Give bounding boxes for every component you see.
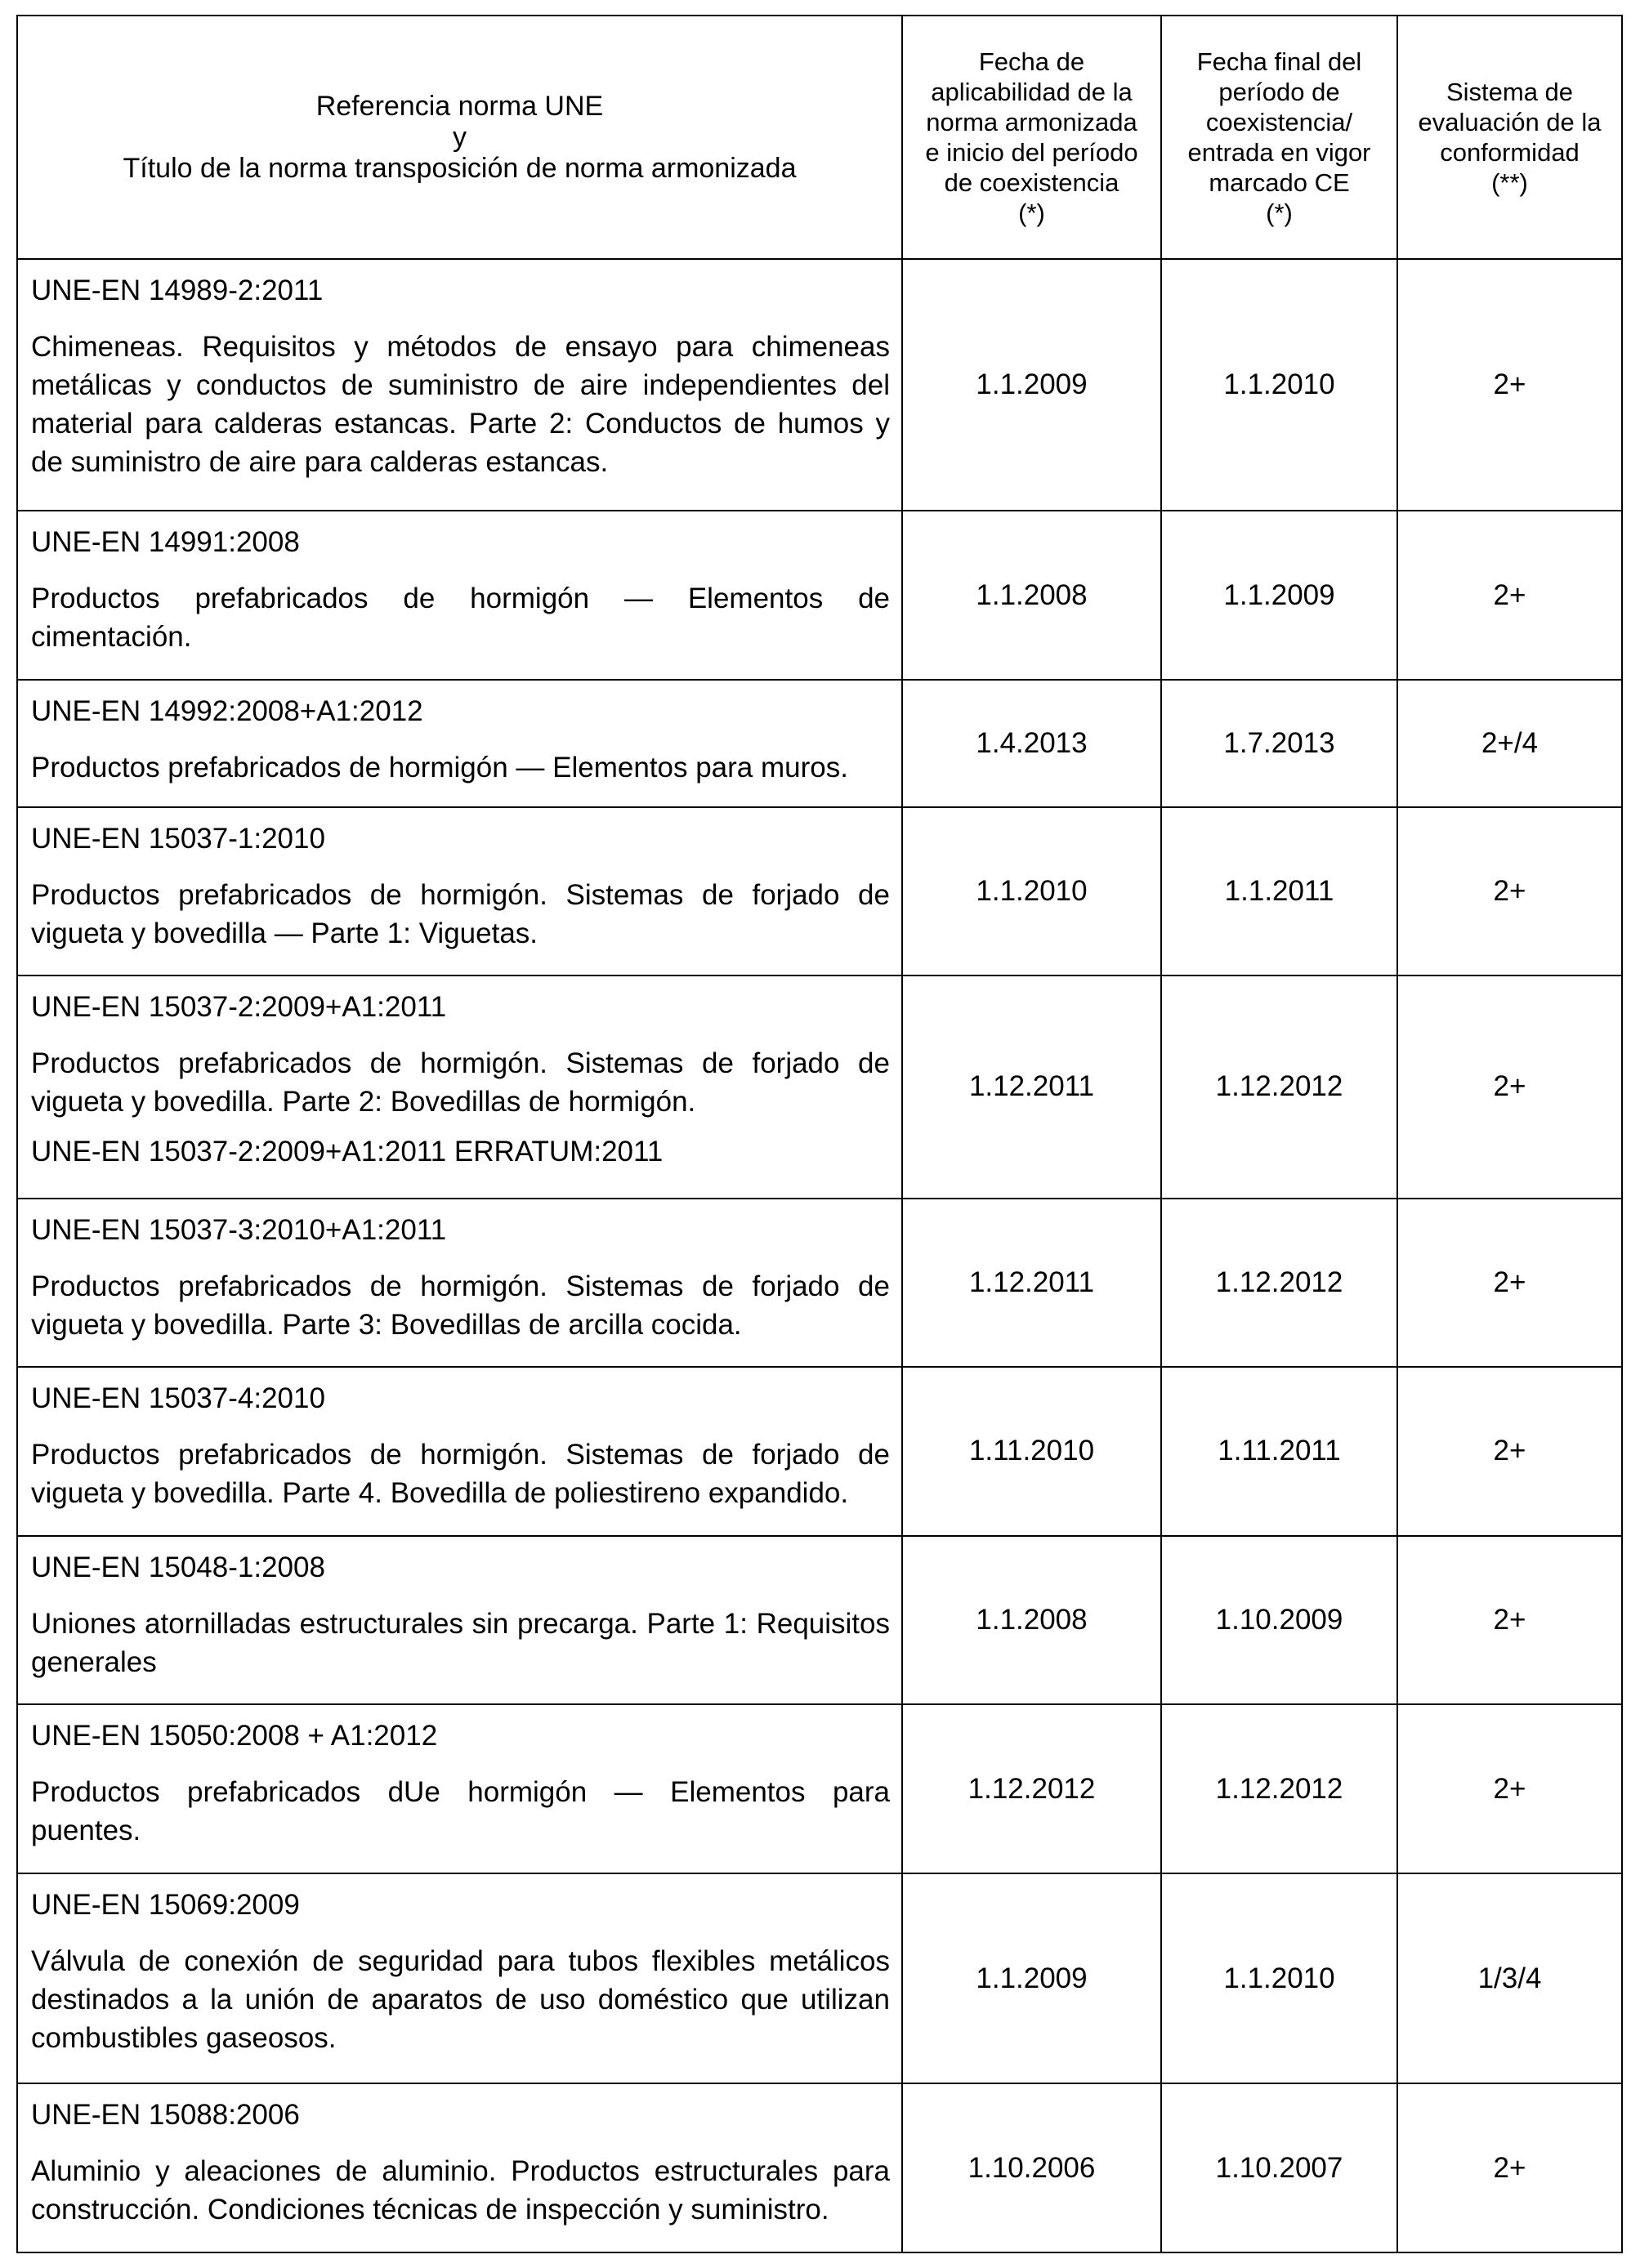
norm-title: Chimeneas. Requisitos y métodos de ensayo para chimeneas metálicas y conductos de suministro de aire independientes del material para calderas estancas. Parte 2: Conductos de humos y de suministro de aire para calderas estancas. [31, 331, 890, 478]
header-line: de coexistencia [944, 168, 1119, 197]
fecha-final-cell: 1.10.2007 [1161, 2083, 1397, 2252]
norm-code: UNE-EN 15069:2009 [31, 1888, 300, 1921]
header-line: período de [1218, 78, 1340, 106]
table-row [17, 807, 1622, 976]
norm-title: Aluminio y aleaciones de aluminio. Productos estructurales para construcción. Condiciones técnicas de inspección y suministro. [31, 2155, 890, 2226]
norm-reference-cell [17, 511, 902, 680]
fecha-final-cell: 1.7.2013 [1161, 680, 1397, 807]
fecha-aplicabilidad-cell: 1.12.2012 [902, 1704, 1161, 1873]
norm-title: Productos prefabricados dUe hormigón — Elementos para puentes. [31, 1776, 890, 1847]
norm-code: UNE-EN 14991:2008 [31, 526, 300, 559]
sistema-evaluacion-cell: 2+ [1397, 976, 1622, 1199]
table-row [17, 680, 1622, 807]
norm-reference-cell [17, 807, 902, 976]
sistema-evaluacion-cell: 2+ [1397, 1367, 1622, 1536]
table-row [17, 1199, 1622, 1368]
fecha-aplicabilidad-cell: 1.11.2010 [902, 1367, 1161, 1536]
header-reference [17, 16, 902, 259]
table-row [17, 511, 1622, 680]
header-line: Fecha final del [1196, 47, 1362, 76]
norm-code: UNE-EN 15050:2008 + A1:2012 [31, 1720, 438, 1752]
sistema-evaluacion-cell: 2+ [1397, 1199, 1622, 1368]
fecha-aplicabilidad-cell: 1.1.2010 [902, 807, 1161, 976]
table-row [17, 1536, 1622, 1705]
table-row [17, 259, 1622, 511]
norm-code: UNE-EN 15037-3:2010+A1:2011 [31, 1213, 447, 1246]
norm-title: Productos prefabricados de hormigón. Sistemas de forjado de vigueta y bovedilla. Parte 2: Bovedillas de hormigón. [31, 1047, 890, 1118]
fecha-final-cell: 1.1.2010 [1161, 1873, 1397, 2083]
norm-code: UNE-EN 15037-4:2010 [31, 1382, 325, 1415]
fecha-aplicabilidad-cell: 1.12.2011 [902, 976, 1161, 1199]
norm-title: Uniones atornilladas estructurales sin precarga. Parte 1: Requisitos generales [31, 1607, 890, 1678]
norm-code: UNE-EN 15048-1:2008 [31, 1551, 325, 1583]
fecha-aplicabilidad-cell: 1.12.2011 [902, 1199, 1161, 1368]
table-row [17, 976, 1622, 1199]
norm-reference-cell [17, 2083, 902, 2252]
norm-code: UNE-EN 15037-1:2010 [31, 822, 325, 855]
sistema-evaluacion-cell: 2+ [1397, 511, 1622, 680]
table-row [17, 1704, 1622, 1873]
fecha-final-cell: 1.12.2012 [1161, 976, 1397, 1199]
norm-title: Productos prefabricados de hormigón. Sistemas de forjado de vigueta y bovedilla — Parte 1: Viguetas. [31, 878, 890, 949]
fecha-final-cell: 1.12.2012 [1161, 1199, 1397, 1368]
norm-reference-cell [17, 259, 902, 511]
header-line: coexistencia/ [1205, 108, 1353, 136]
header-line: conformidad [1440, 138, 1580, 167]
fecha-final-cell: 1.10.2009 [1161, 1536, 1397, 1705]
header-sistema-evaluacion [1397, 16, 1622, 259]
sistema-evaluacion-cell: 2+ [1397, 1704, 1622, 1873]
fecha-aplicabilidad-cell: 1.10.2006 [902, 2083, 1161, 2252]
norm-reference-cell [17, 976, 902, 1199]
sistema-evaluacion-cell: 2+ [1397, 2083, 1622, 2252]
fecha-final-cell: 1.1.2010 [1161, 259, 1397, 511]
fecha-aplicabilidad-cell: 1.1.2009 [902, 1873, 1161, 2083]
fecha-final-cell: 1.11.2011 [1161, 1367, 1397, 1536]
norm-title: Productos prefabricados de hormigón. Sistemas de forjado de vigueta y bovedilla. Parte 4. Bovedilla de poliestireno expandido. [31, 1439, 890, 1510]
norm-code: UNE-EN 15088:2006 [31, 2099, 300, 2132]
sistema-evaluacion-cell: 2+ [1397, 807, 1622, 976]
norm-reference-cell [17, 1199, 902, 1368]
header-line: entrada en vigor [1187, 138, 1371, 167]
norm-title: Válvula de conexión de seguridad para tubos flexibles metálicos destinados a la unión de aparatos de uso doméstico que utilizan combustibles gaseosos. [31, 1944, 890, 2054]
norm-reference-cell [17, 1704, 902, 1873]
header-reference-line: Título de la norma transposición de norma armonizada [123, 153, 797, 184]
header-fecha-aplicabilidad [902, 16, 1161, 259]
norm-code: UNE-EN 14992:2008+A1:2012 [31, 694, 423, 727]
fecha-final-cell: 1.12.2012 [1161, 1704, 1397, 1873]
header-reference-line: Referencia norma UNE [315, 91, 604, 122]
fecha-final-cell: 1.1.2011 [1161, 807, 1397, 976]
header-line: evaluación de la [1418, 108, 1602, 136]
header-line: norma armonizada [926, 108, 1137, 136]
header-row [17, 16, 1622, 259]
norm-reference-cell [17, 1536, 902, 1705]
norm-code: UNE-EN 15037-2:2009+A1:2011 [31, 991, 447, 1024]
norm-reference-cell [17, 680, 902, 807]
header-line: marcado CE [1209, 168, 1350, 197]
header-line: aplicabilidad de la [931, 78, 1133, 106]
norm-reference-cell [17, 1367, 902, 1536]
fecha-aplicabilidad-cell: 1.4.2013 [902, 680, 1161, 807]
table-row [17, 2083, 1622, 2252]
header-reference-line: y [453, 122, 467, 153]
header-line: (*) [1018, 199, 1045, 227]
table-body [17, 259, 1622, 2252]
header-line: Sistema de [1446, 78, 1574, 106]
norms-table [16, 15, 1623, 2253]
norm-code: UNE-EN 14989-2:2011 [31, 275, 324, 306]
table-row [17, 1367, 1622, 1536]
sistema-evaluacion-cell: 2+/4 [1397, 680, 1622, 807]
sistema-evaluacion-cell: 2+ [1397, 1536, 1622, 1705]
header-line: Fecha de [978, 47, 1085, 76]
fecha-aplicabilidad-cell: 1.1.2008 [902, 1536, 1161, 1705]
norm-title: Productos prefabricados de hormigón — Elementos para muros. [31, 751, 848, 784]
header-line: e inicio del período [925, 138, 1138, 167]
norm-reference-cell [17, 1873, 902, 2083]
table-row [17, 1873, 1622, 2083]
fecha-final-cell: 1.1.2009 [1161, 511, 1397, 680]
sistema-evaluacion-cell: 1/3/4 [1397, 1873, 1622, 2083]
fecha-aplicabilidad-cell: 1.1.2009 [902, 259, 1161, 511]
header-line: (*) [1266, 199, 1293, 227]
norm-title: Productos prefabricados de hormigón. Sistemas de forjado de vigueta y bovedilla. Parte 3: Bovedillas de arcilla cocida. [31, 1270, 890, 1341]
norm-title: Productos prefabricados de hormigón — Elementos de cimentación. [31, 583, 890, 654]
norm-erratum: UNE-EN 15037-2:2009+A1:2011 ERRATUM:2011 [31, 1136, 664, 1168]
header-line: (**) [1491, 168, 1528, 197]
header-fecha-final [1161, 16, 1397, 259]
sistema-evaluacion-cell: 2+ [1397, 259, 1622, 511]
fecha-aplicabilidad-cell: 1.1.2008 [902, 511, 1161, 680]
